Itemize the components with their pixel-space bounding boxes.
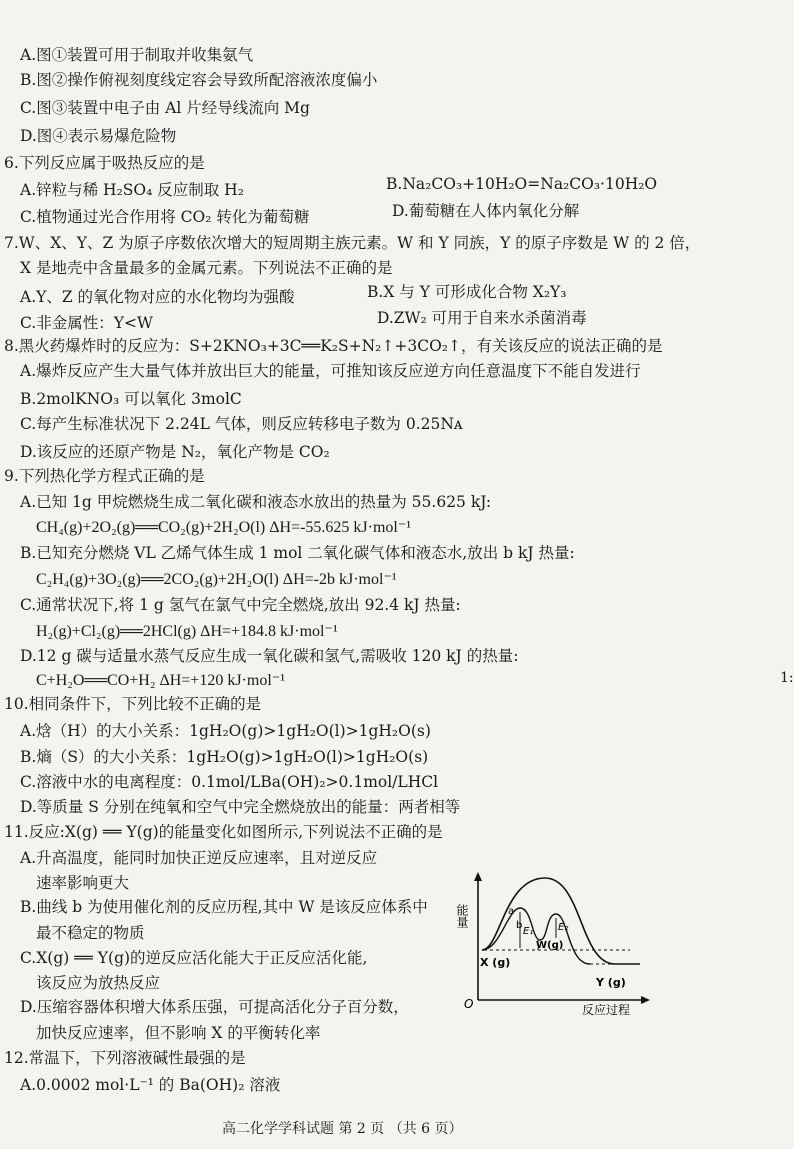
text-line-q7: 7.W、X、Y、Z 为原子序数依次增大的短周期主族元素。W 和 Y 同族，Y 的原子序数是 W 的 2 倍， xyxy=(4,234,701,252)
text-line-q11: 11.反应:X(g) ══ Y(g)的能量变化如图所示,下列说法不正确的是 xyxy=(4,823,443,841)
text-line-q7s: X 是地壳中含量最多的金属元素。下列说法不正确的是 xyxy=(20,259,393,277)
text-line-q12a: A.0.0002 mol·L⁻¹ 的 Ba(OH)₂ 溶液 xyxy=(20,1076,281,1094)
text-line-q8c: C.每产生标准状况下 2.24L 气体，则反应转移电子数为 0.25Nᴀ xyxy=(20,415,463,433)
text-line-q9a: A.已知 1g 甲烷燃烧生成二氧化碳和液态水放出的热量为 55.625 kJ: xyxy=(20,493,492,511)
text-line-q10a: A.焓（H）的大小关系：1gH₂O(g)>1gH₂O(l)>1gH₂O(s) xyxy=(20,722,431,740)
text-line-l4: D.图④表示易爆危险物 xyxy=(20,127,177,145)
origin-label: O xyxy=(464,997,474,1011)
text-line-q10c: C.溶液中水的电离程度：0.1mol/LBa(OH)₂>0.1mol/LHCl xyxy=(20,773,439,791)
text-line-q9a_eq: CH₄(g)+2O₂(g)══CO₂(g)+2H₂O(l) ΔH=-55.625 kJ·mol⁻¹ xyxy=(36,519,412,536)
text-line-q11a2: 速率影响更大 xyxy=(36,874,130,892)
text-line-q7b: B.X 与 Y 可形成化合物 X₂Y₃ xyxy=(367,283,567,301)
margin-mark: 1: xyxy=(780,670,794,686)
label-w: W(g) xyxy=(536,940,564,951)
y-axis-label: 能量 xyxy=(455,904,469,928)
text-line-l1: A.图①装置可用于制取并收集氨气 xyxy=(20,46,254,64)
text-line-q11b: B.曲线 b 为使用催化剂的反应历程,其中 W 是该反应体系中 xyxy=(20,898,428,916)
text-line-q9d: D.12 g 碳与适量水蒸气反应生成一氧化碳和氢气,需吸收 120 kJ 的热量: xyxy=(20,647,519,665)
text-line-q11d2: 加快反应速率，但不影响 X 的平衡转化率 xyxy=(36,1024,321,1042)
text-line-q8: 8.黑火药爆炸时的反应为：S+2KNO₃+3C══K₂S+N₂↑+3CO₂↑，有关该反应的说法正确的是 xyxy=(4,337,663,355)
energy-profile-diagram xyxy=(455,868,650,1018)
text-line-q7a: A.Y、Z 的氧化物对应的水化物均为强酸 xyxy=(20,288,295,306)
text-line-q6d: D.葡萄糖在人体内氧化分解 xyxy=(392,202,580,220)
label-a: a xyxy=(508,906,515,917)
text-line-q6b: B.Na₂CO₃+10H₂O=Na₂CO₃·10H₂O xyxy=(386,175,658,193)
text-line-q6c: C.植物通过光合作用将 CO₂ 转化为葡萄糖 xyxy=(20,208,310,226)
text-line-q12: 12.常温下，下列溶液碱性最强的是 xyxy=(4,1049,246,1067)
text-line-q9b_eq: C₂H₄(g)+3O₂(g)══2CO₂(g)+2H₂O(l) ΔH=-2b kJ·mol⁻¹ xyxy=(36,571,397,588)
label-e2: E₂ xyxy=(558,922,569,933)
text-line-q7c: C.非金属性：Y<W xyxy=(20,314,153,332)
text-line-q8a: A.爆炸反应产生大量气体并放出巨大的能量，可推知该反应逆方向任意温度下不能自发进行 xyxy=(20,362,641,380)
text-line-q11d: D.压缩容器体积增大体系压强，可提高活化分子百分数， xyxy=(20,998,409,1016)
text-line-q11b2: 最不稳定的物质 xyxy=(36,924,145,942)
text-line-q6a: A.锌粒与稀 H₂SO₄ 反应制取 H₂ xyxy=(20,181,244,199)
text-line-q8b: B.2molKNO₃ 可以氧化 3molC xyxy=(20,390,242,408)
page-footer: 高二化学学科试题 第 2 页 （共 6 页） xyxy=(222,1121,463,1137)
x-axis-arrow xyxy=(641,996,650,1004)
text-line-q10b: B.熵（S）的大小关系：1gH₂O(g)>1gH₂O(l)>1gH₂O(s) xyxy=(20,748,429,766)
label-b: b xyxy=(516,920,523,931)
text-line-q7d: D.ZW₂ 可用于自来水杀菌消毒 xyxy=(377,309,587,327)
text-line-q11a: A.升高温度，能同时加快正逆反应速率，且对逆反应 xyxy=(20,849,378,867)
text-line-q6: 6.下列反应属于吸热反应的是 xyxy=(4,154,205,172)
label-e1: E₁ xyxy=(523,926,534,937)
text-line-q9d_eq: C+H₂O══CO+H₂ ΔH=+120 kJ·mol⁻¹ xyxy=(36,672,286,689)
label-x: X (g) xyxy=(480,956,511,969)
label-y: Y (g) xyxy=(596,976,626,989)
text-line-q9c_eq: H₂(g)+Cl₂(g)══2HCl(g) ΔH=+184.8 kJ·mol⁻¹ xyxy=(36,623,338,640)
text-line-q9: 9.下列热化学方程式正确的是 xyxy=(4,467,205,485)
curve-a xyxy=(482,878,640,964)
text-line-q10: 10.相同条件下，下列比较不正确的是 xyxy=(4,695,262,713)
text-line-q10d: D.等质量 S 分别在纯氧和空气中完全燃烧放出的能量：两者相等 xyxy=(20,798,461,816)
text-line-q11c2: 该反应为放热反应 xyxy=(36,974,161,992)
x-axis-label: 反应过程 xyxy=(582,1003,631,1017)
text-line-q8d: D.该反应的还原产物是 N₂，氧化产物是 CO₂ xyxy=(20,443,330,461)
text-line-l3: C.图③装置中电子由 Al 片经导线流向 Mg xyxy=(20,99,310,117)
y-axis-arrow xyxy=(474,872,482,881)
text-line-q9b: B.已知充分燃烧 VL 乙烯气体生成 1 mol 二氧化碳气体和液态水,放出 b kJ 热量: xyxy=(20,544,575,562)
text-line-l2: B.图②操作俯视刻度线定容会导致所配溶液浓度偏小 xyxy=(20,71,378,89)
text-line-q11c: C.X(g) ══ Y(g)的逆反应活化能大于正反应活化能, xyxy=(20,949,368,967)
text-line-q9c: C.通常状况下,将 1 g 氢气在氯气中完全燃烧,放出 92.4 kJ 热量: xyxy=(20,596,461,614)
